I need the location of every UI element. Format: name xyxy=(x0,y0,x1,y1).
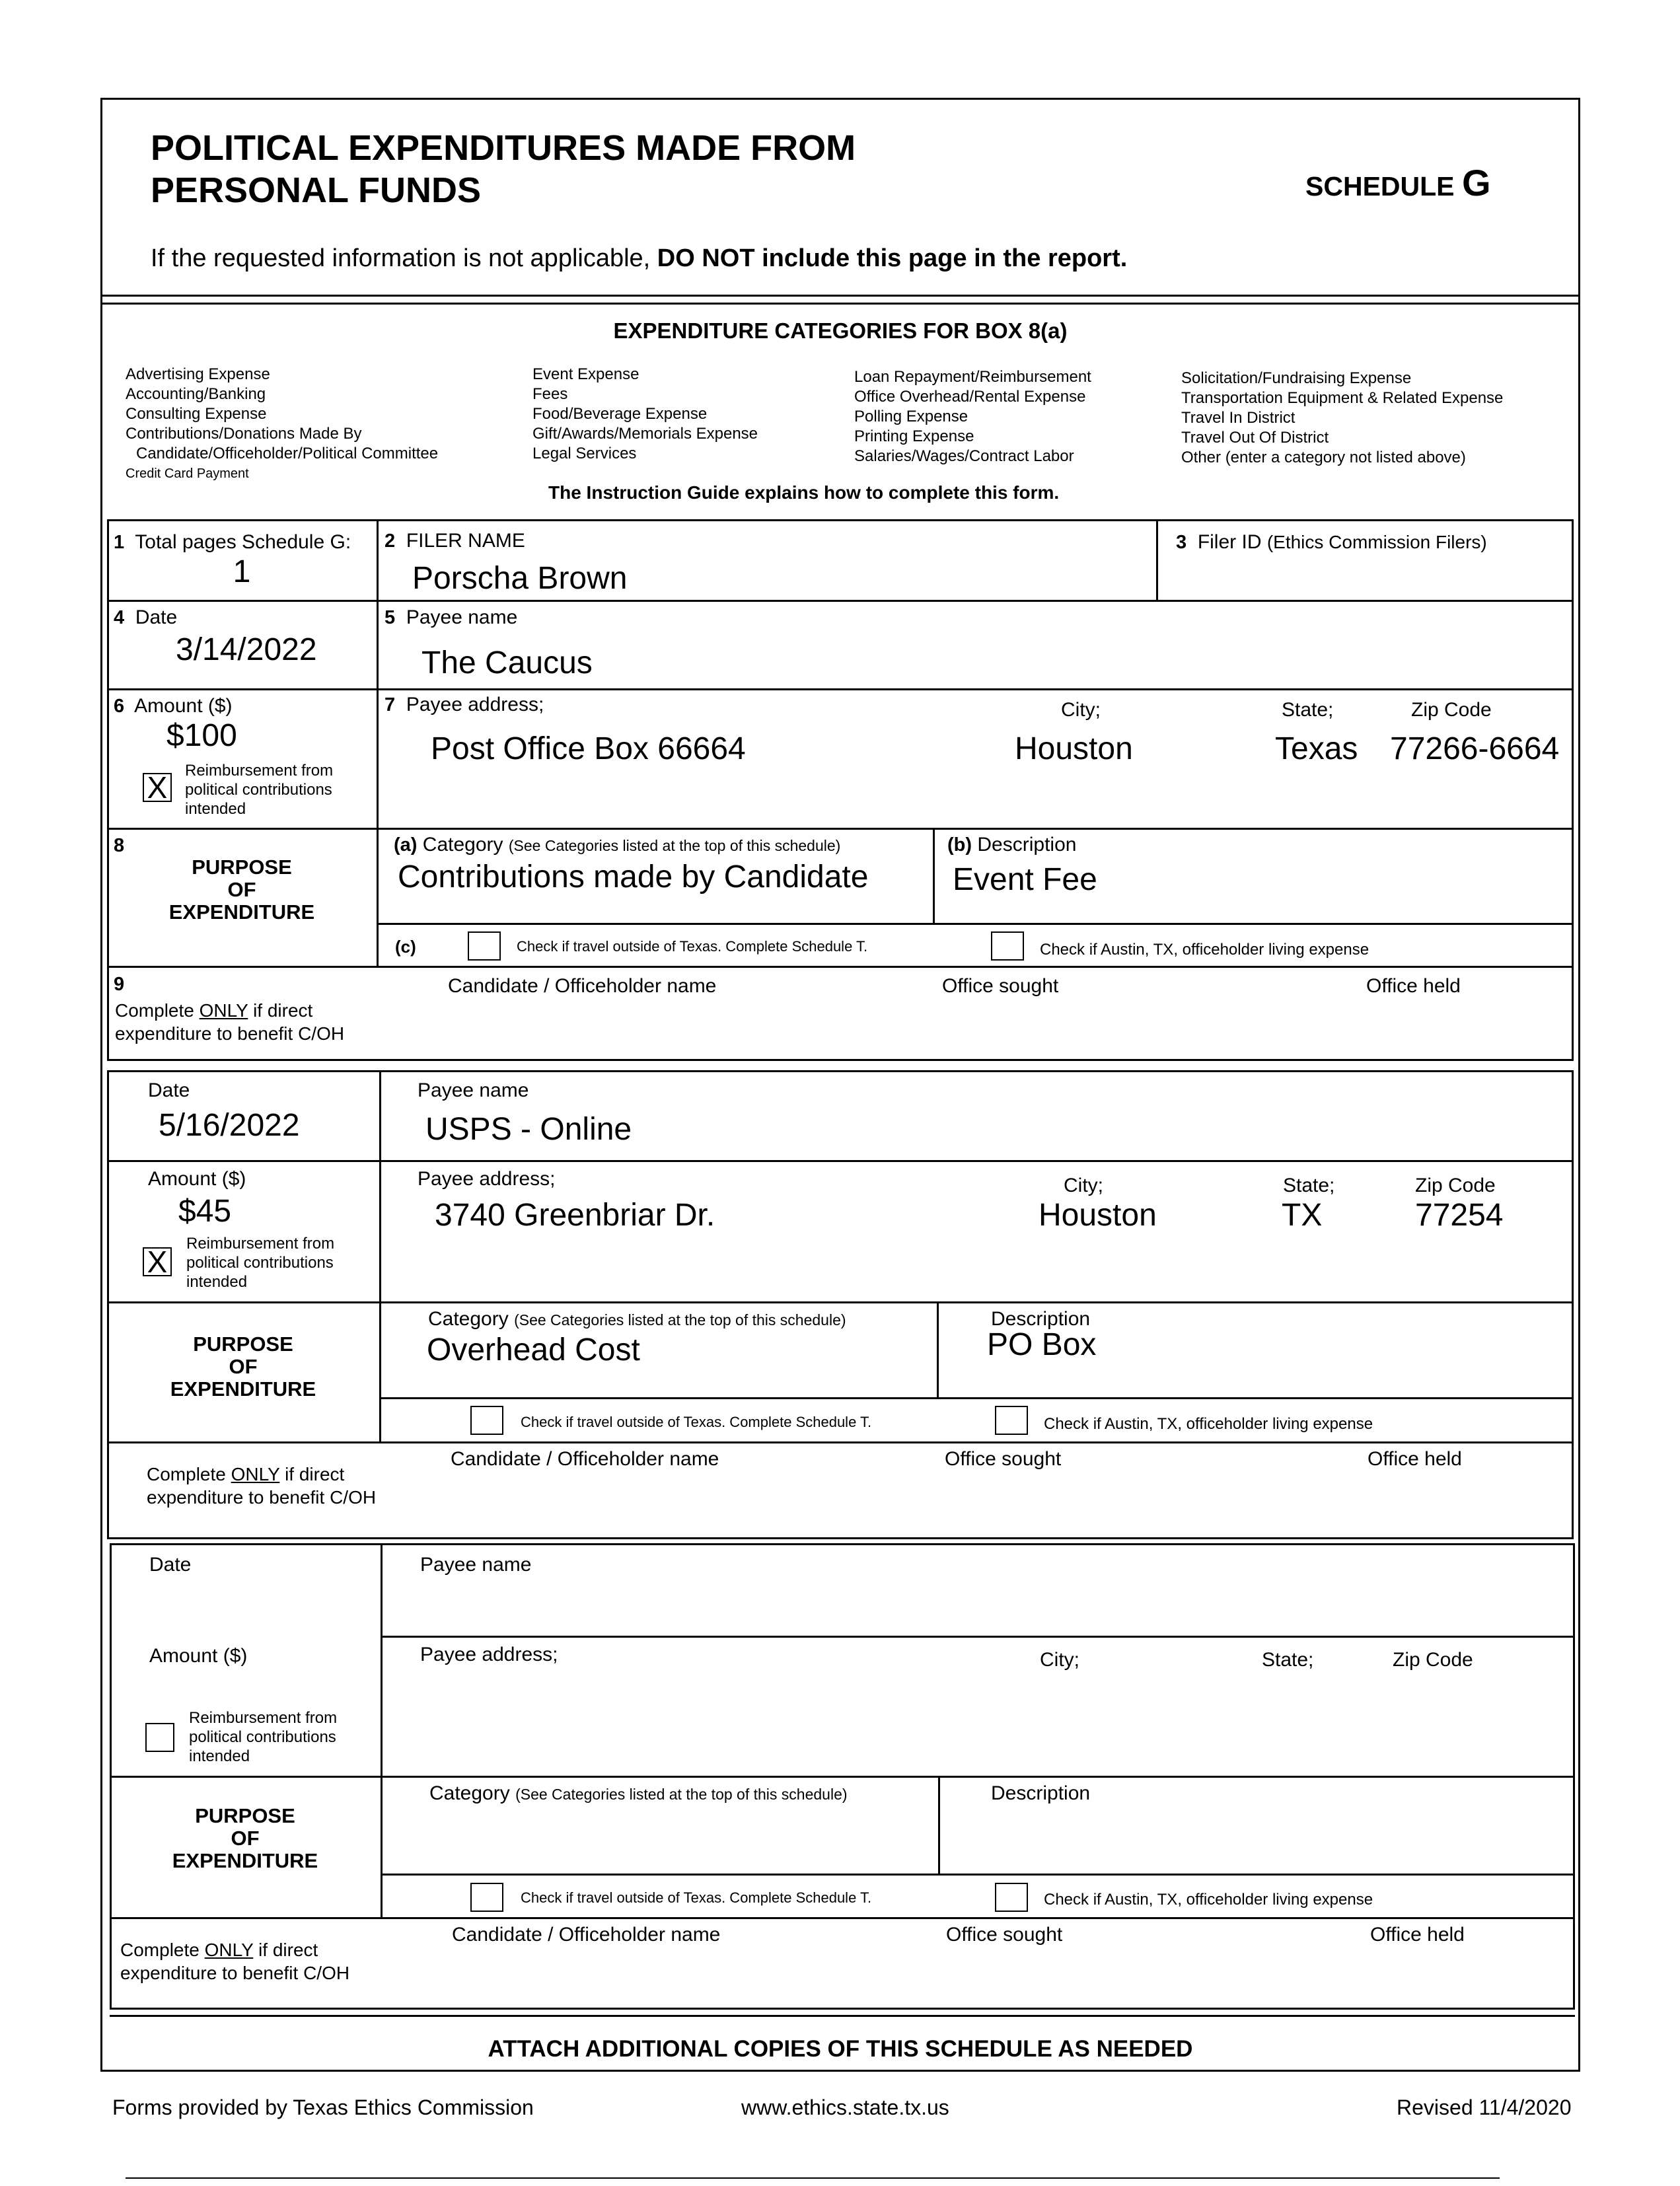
payee-name-text: Payee name xyxy=(406,606,518,628)
divider xyxy=(110,2015,1575,2017)
payee-name-value: The Caucus xyxy=(421,645,593,680)
city-label: City; xyxy=(1064,1175,1103,1196)
category-item: Salaries/Wages/Contract Labor xyxy=(854,447,1074,465)
amount-label: Amount ($) xyxy=(149,1645,248,1667)
filer-id-label xyxy=(1176,531,1487,554)
reimbursement-checkbox[interactable] xyxy=(145,1723,174,1752)
amount-label: Amount ($) xyxy=(148,1168,246,1190)
category-item: Travel In District xyxy=(1181,409,1296,427)
category-item: Accounting/Banking xyxy=(126,385,266,403)
category-item: Solicitation/Fundraising Expense xyxy=(1181,369,1412,387)
payee-address-text: Payee address; xyxy=(406,694,544,715)
reimbursement-checkbox[interactable]: X xyxy=(143,1247,172,1276)
col-divider xyxy=(1156,519,1158,601)
austin-check-label: Check if Austin, TX, officeholder living expense xyxy=(1040,941,1370,959)
reimbursement-line: Reimbursement from xyxy=(189,1709,338,1727)
city-label: City; xyxy=(1040,1649,1079,1671)
complete-only-line xyxy=(115,999,344,1022)
office-sought-label: Office sought xyxy=(946,1924,1063,1946)
austin-checkbox[interactable] xyxy=(995,1883,1028,1912)
field-number: 3 xyxy=(1176,532,1187,553)
state-label: State; xyxy=(1262,1649,1314,1671)
category-text: Category xyxy=(429,1782,510,1804)
category-item: Polling Expense xyxy=(854,408,968,425)
category-label xyxy=(428,1308,846,1330)
row-divider xyxy=(110,1776,1575,1778)
field-number: 5 xyxy=(384,607,396,628)
reimbursement-line: intended xyxy=(186,1273,248,1291)
col-divider xyxy=(377,519,379,966)
category-note: (See Categories listed at the top of this schedule) xyxy=(508,837,841,854)
col-divider xyxy=(381,1543,383,1917)
category-text: Category xyxy=(422,834,503,856)
category-item: Credit Card Payment xyxy=(126,466,249,481)
field-number: 2 xyxy=(384,530,396,552)
payee-name-label: Payee name xyxy=(420,1554,532,1576)
field-number: 8 xyxy=(114,835,125,856)
field-number: 6 xyxy=(114,696,125,717)
category-item: Candidate/Officeholder/Political Committee xyxy=(136,445,439,462)
austin-checkbox[interactable] xyxy=(995,1406,1028,1435)
state-value: TX xyxy=(1282,1198,1323,1233)
zip-value: 77254 xyxy=(1415,1198,1504,1233)
reimbursement-line: intended xyxy=(189,1747,250,1765)
categories-column-4 xyxy=(1181,369,1503,468)
travel-checkbox[interactable] xyxy=(470,1883,503,1912)
purpose-line: PURPOSE xyxy=(193,1332,293,1356)
filer-name-text: FILER NAME xyxy=(406,530,525,552)
description-value: PO Box xyxy=(987,1327,1097,1362)
office-held-label: Office held xyxy=(1366,975,1461,997)
purpose-line: EXPENDITURE xyxy=(168,900,315,924)
if-direct-text: if direct xyxy=(258,1940,318,1960)
if-direct-text: if direct xyxy=(285,1464,345,1484)
description-value: Event Fee xyxy=(953,862,1097,897)
purpose-line: PURPOSE xyxy=(192,856,292,879)
form-title xyxy=(151,127,856,211)
city-value: Houston xyxy=(1015,731,1133,766)
reimbursement-line: Reimbursement from xyxy=(186,1235,335,1253)
schedule-letter: G xyxy=(1461,162,1491,203)
date-label xyxy=(114,606,177,629)
only-text: ONLY xyxy=(231,1464,280,1484)
candidate-label: Candidate / Officeholder name xyxy=(452,1924,721,1946)
filer-name-label xyxy=(384,530,525,552)
row-divider xyxy=(107,1301,1574,1303)
field-number: 7 xyxy=(384,694,396,715)
footer-provided-by: Forms provided by Texas Ethics Commission xyxy=(112,2095,534,2119)
date-value: 3/14/2022 xyxy=(176,632,317,667)
category-label xyxy=(394,834,840,856)
date-label: Date xyxy=(149,1554,192,1576)
complete-only-line xyxy=(147,1463,376,1486)
austin-check-label: Check if Austin, TX, officeholder living expense xyxy=(1044,1415,1373,1433)
col-divider xyxy=(938,1776,940,1874)
category-item: Food/Beverage Expense xyxy=(532,405,708,423)
filer-id-note: (Ethics Commission Filers) xyxy=(1266,532,1487,552)
candidate-label: Candidate / Officeholder name xyxy=(448,975,717,997)
payee-address-value: Post Office Box 66664 xyxy=(431,731,746,766)
amount-label xyxy=(114,695,233,717)
zip-label: Zip Code xyxy=(1411,699,1492,721)
category-item: Office Overhead/Rental Expense xyxy=(854,388,1086,406)
candidate-label: Candidate / Officeholder name xyxy=(451,1448,719,1470)
categories-column-1 xyxy=(126,365,438,484)
category-text: Category xyxy=(428,1308,509,1330)
category-item: Gift/Awards/Memorials Expense xyxy=(532,425,758,443)
category-item: Other (enter a category not listed above) xyxy=(1181,449,1466,466)
office-held-label: Office held xyxy=(1370,1924,1465,1946)
row-divider xyxy=(107,828,1574,830)
complete-text: Complete xyxy=(120,1940,200,1960)
row-divider xyxy=(107,966,1574,968)
category-item: Consulting Expense xyxy=(126,405,267,423)
field-letter: (b) xyxy=(947,834,972,856)
complete-only-line xyxy=(120,1938,349,1961)
categories-column-2 xyxy=(532,365,758,464)
total-pages-text: Total pages Schedule G: xyxy=(135,531,351,553)
not-applicable-note xyxy=(151,244,1127,273)
purpose-line: OF xyxy=(227,878,256,901)
complete-only-label xyxy=(120,1938,349,1985)
payee-address-label: Payee address; xyxy=(418,1168,556,1190)
category-item: Event Expense xyxy=(532,365,639,383)
field-number: 1 xyxy=(114,532,125,553)
col-divider xyxy=(933,828,935,923)
row-divider xyxy=(110,1917,1575,1919)
reimbursement-line: intended xyxy=(185,800,246,818)
reimbursement-checkbox[interactable]: X xyxy=(143,773,172,802)
complete-only-label xyxy=(115,999,344,1045)
category-item: Travel Out Of District xyxy=(1181,429,1329,447)
note-bold-text: DO NOT include this page in the report. xyxy=(657,244,1128,272)
category-item: Legal Services xyxy=(532,445,637,462)
only-text: ONLY xyxy=(199,1000,248,1021)
amount-value: $100 xyxy=(166,718,237,753)
expenditure-benefit-line: expenditure to benefit C/OH xyxy=(120,1963,350,1983)
field-letter: (c) xyxy=(395,937,416,957)
field-number: 9 xyxy=(114,974,125,995)
payee-name-label xyxy=(384,606,517,629)
row-divider xyxy=(107,600,1574,602)
travel-check-label: Check if travel outside of Texas. Complete Schedule T. xyxy=(521,1414,872,1430)
zip-label: Zip Code xyxy=(1393,1649,1473,1671)
travel-check-label: Check if travel outside of Texas. Complete Schedule T. xyxy=(521,1889,872,1906)
state-label: State; xyxy=(1283,1175,1335,1196)
row-divider xyxy=(381,1636,1575,1638)
only-text: ONLY xyxy=(204,1940,254,1960)
payee-address-label: Payee address; xyxy=(420,1644,558,1665)
category-item: Printing Expense xyxy=(854,427,974,445)
category-note: (See Categories listed at the top of this schedule) xyxy=(514,1311,846,1329)
office-sought-label: Office sought xyxy=(945,1448,1062,1470)
reimbursement-line: political contributions xyxy=(186,1254,334,1272)
complete-text: Complete xyxy=(115,1000,194,1021)
state-value: Texas xyxy=(1275,731,1358,766)
austin-check-label: Check if Austin, TX, officeholder living expense xyxy=(1044,1891,1373,1909)
purpose-line: OF xyxy=(231,1827,260,1850)
categories-heading: EXPENDITURE CATEGORIES FOR BOX 8(a) xyxy=(613,318,1068,343)
reimbursement-label xyxy=(189,1708,337,1766)
purpose-line: OF xyxy=(229,1355,258,1378)
zip-label: Zip Code xyxy=(1415,1175,1496,1196)
reimbursement-label xyxy=(186,1234,334,1292)
title-line-1: POLITICAL EXPENDITURES MADE FROM xyxy=(151,128,856,168)
office-held-label: Office held xyxy=(1368,1448,1462,1470)
if-direct-text: if direct xyxy=(253,1000,313,1021)
footer-website[interactable]: www.ethics.state.tx.us xyxy=(741,2095,949,2119)
category-item: Advertising Expense xyxy=(126,365,270,383)
city-label: City; xyxy=(1061,699,1101,721)
amount-text: Amount ($) xyxy=(134,695,233,717)
categories-column-3 xyxy=(854,367,1091,466)
schedule-prefix: SCHEDULE xyxy=(1305,171,1455,201)
zip-value: 77266-6664 xyxy=(1390,731,1560,766)
field-letter: (a) xyxy=(394,834,418,856)
row-divider xyxy=(381,1874,1575,1876)
expenditure-benefit-line: expenditure to benefit C/OH xyxy=(147,1487,377,1508)
complete-text: Complete xyxy=(147,1464,226,1484)
complete-only-label xyxy=(147,1463,376,1509)
amount-value: $45 xyxy=(178,1194,232,1229)
description-label: Description xyxy=(991,1308,1091,1330)
payee-address-label xyxy=(384,694,544,716)
category-item: Contributions/Donations Made By xyxy=(126,425,362,443)
purpose-line: PURPOSE xyxy=(195,1804,295,1827)
reimbursement-label xyxy=(185,761,333,819)
city-value: Houston xyxy=(1039,1198,1157,1233)
description-text: Description xyxy=(977,834,1077,856)
row-divider xyxy=(107,1441,1574,1443)
purpose-label xyxy=(110,1805,381,1872)
total-pages-label xyxy=(114,531,351,554)
purpose-line: EXPENDITURE xyxy=(172,1849,318,1872)
schedule-label xyxy=(1305,161,1491,204)
footer-revised: Revised 11/4/2020 xyxy=(1397,2095,1572,2119)
payee-name-value: USPS - Online xyxy=(425,1112,632,1147)
category-value: Contributions made by Candidate xyxy=(398,859,869,894)
field-number: 4 xyxy=(114,607,125,628)
payee-name-label: Payee name xyxy=(418,1079,529,1101)
travel-checkbox[interactable] xyxy=(470,1406,503,1435)
date-text: Date xyxy=(135,606,178,628)
attach-copies-note: ATTACH ADDITIONAL COPIES OF THIS SCHEDULE AS NEEDED xyxy=(488,2036,1193,2062)
col-divider xyxy=(379,1070,381,1441)
reimbursement-line: Reimbursement from xyxy=(185,762,334,780)
category-value: Overhead Cost xyxy=(427,1332,640,1367)
reimbursement-line: political contributions xyxy=(189,1728,336,1746)
filer-id-text: Filer ID xyxy=(1197,531,1262,553)
col-divider xyxy=(937,1301,939,1397)
state-label: State; xyxy=(1282,699,1334,721)
scan-edge-line xyxy=(126,2177,1500,2179)
payee-address-value: 3740 Greenbriar Dr. xyxy=(435,1198,715,1233)
row-divider xyxy=(379,1397,1574,1399)
description-label xyxy=(947,834,1076,856)
category-item: Fees xyxy=(532,385,568,403)
austin-checkbox[interactable] xyxy=(991,931,1024,961)
row-divider xyxy=(107,688,1574,690)
category-item: Transportation Equipment & Related Expense xyxy=(1181,389,1504,407)
divider xyxy=(100,295,1580,297)
filer-name-value: Porscha Brown xyxy=(412,561,628,596)
travel-check-label: Check if travel outside of Texas. Complete Schedule T. xyxy=(517,938,868,955)
category-note: (See Categories listed at the top of this schedule) xyxy=(515,1786,848,1803)
purpose-label xyxy=(107,1333,379,1401)
office-sought-label: Office sought xyxy=(942,975,1059,997)
travel-checkbox[interactable] xyxy=(468,931,501,961)
date-value: 5/16/2022 xyxy=(159,1108,300,1143)
row-divider xyxy=(377,923,1574,925)
divider xyxy=(100,303,1580,305)
date-label: Date xyxy=(148,1079,190,1101)
total-pages-value: 1 xyxy=(233,554,251,589)
note-text: If the requested information is not applicable, xyxy=(151,244,651,272)
instruction-note: The Instruction Guide explains how to complete this form. xyxy=(548,482,1060,503)
purpose-label xyxy=(107,856,377,924)
category-item: Loan Repayment/Reimbursement xyxy=(854,368,1091,386)
expenditure-benefit-line: expenditure to benefit C/OH xyxy=(115,1023,345,1044)
title-line-2: PERSONAL FUNDS xyxy=(151,170,482,210)
row-divider xyxy=(107,1160,1574,1162)
description-label: Description xyxy=(991,1782,1091,1804)
reimbursement-line: political contributions xyxy=(185,781,332,799)
category-label xyxy=(429,1782,848,1805)
purpose-line: EXPENDITURE xyxy=(170,1377,316,1401)
